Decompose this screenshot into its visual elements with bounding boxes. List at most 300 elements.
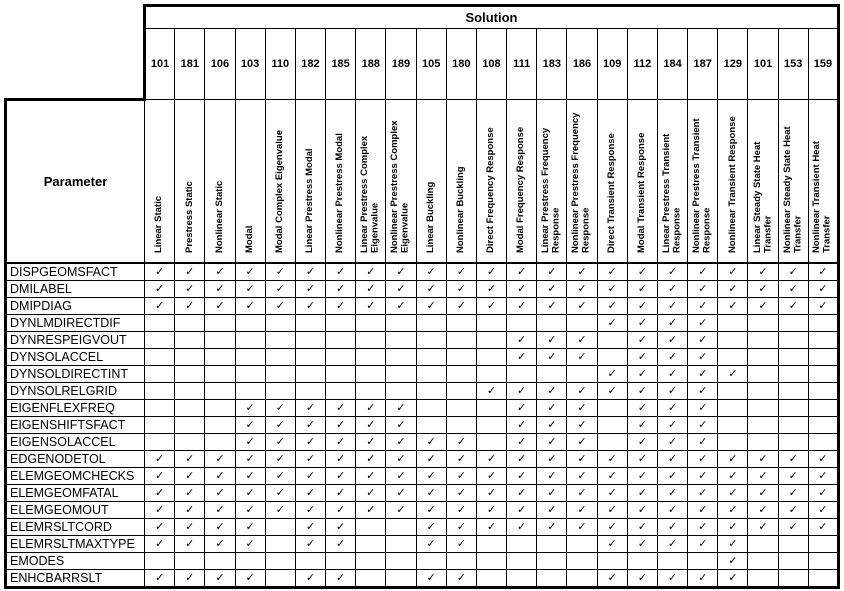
check-cell: ✓ bbox=[295, 502, 325, 519]
check-cell: ✓ bbox=[326, 468, 356, 485]
empty-cell bbox=[718, 400, 748, 417]
empty-cell bbox=[295, 332, 325, 349]
check-cell: ✓ bbox=[718, 553, 748, 570]
check-cell: ✓ bbox=[537, 468, 567, 485]
check-cell: ✓ bbox=[507, 298, 537, 315]
check-cell: ✓ bbox=[145, 468, 175, 485]
table-row bbox=[6, 400, 839, 417]
empty-cell bbox=[416, 417, 446, 434]
check-cell: ✓ bbox=[597, 536, 627, 553]
empty-cell bbox=[778, 366, 808, 383]
check-cell: ✓ bbox=[567, 519, 597, 536]
empty-cell bbox=[778, 570, 808, 588]
solution-number: 106 bbox=[205, 29, 235, 100]
table-row bbox=[6, 332, 839, 349]
empty-cell bbox=[295, 383, 325, 400]
check-cell: ✓ bbox=[386, 434, 416, 451]
empty-cell bbox=[145, 349, 175, 366]
check-cell: ✓ bbox=[808, 298, 838, 315]
check-cell: ✓ bbox=[205, 485, 235, 502]
check-cell: ✓ bbox=[446, 263, 476, 281]
empty-cell bbox=[688, 553, 718, 570]
table-row bbox=[6, 468, 839, 485]
check-cell: ✓ bbox=[718, 485, 748, 502]
empty-cell bbox=[778, 315, 808, 332]
solution-number: 109 bbox=[597, 29, 627, 100]
empty-cell bbox=[356, 332, 386, 349]
empty-cell bbox=[748, 536, 778, 553]
solution-name-label: Linear Steady State Heat Transfer bbox=[751, 141, 774, 253]
solution-number: 153 bbox=[778, 29, 808, 100]
empty-cell bbox=[356, 349, 386, 366]
check-cell: ✓ bbox=[265, 400, 295, 417]
check-cell: ✓ bbox=[808, 519, 838, 536]
empty-cell bbox=[778, 332, 808, 349]
solution-name-cell bbox=[235, 100, 265, 264]
check-cell: ✓ bbox=[537, 383, 567, 400]
empty-cell bbox=[326, 383, 356, 400]
solution-number: 110 bbox=[265, 29, 295, 100]
check-cell: ✓ bbox=[808, 263, 838, 281]
check-cell: ✓ bbox=[235, 451, 265, 468]
check-cell: ✓ bbox=[175, 485, 205, 502]
solution-number: 181 bbox=[175, 29, 205, 100]
check-cell: ✓ bbox=[175, 468, 205, 485]
solution-number: 188 bbox=[356, 29, 386, 100]
check-cell: ✓ bbox=[386, 417, 416, 434]
check-cell: ✓ bbox=[688, 263, 718, 281]
check-cell: ✓ bbox=[265, 417, 295, 434]
empty-cell bbox=[567, 553, 597, 570]
table-row bbox=[6, 434, 839, 451]
check-cell: ✓ bbox=[175, 570, 205, 588]
check-cell: ✓ bbox=[597, 366, 627, 383]
check-cell: ✓ bbox=[627, 570, 657, 588]
check-cell: ✓ bbox=[446, 485, 476, 502]
check-cell: ✓ bbox=[627, 366, 657, 383]
check-cell: ✓ bbox=[688, 570, 718, 588]
solution-name-cell bbox=[386, 100, 416, 264]
check-cell: ✓ bbox=[748, 281, 778, 298]
empty-cell bbox=[718, 349, 748, 366]
check-cell: ✓ bbox=[718, 502, 748, 519]
check-cell: ✓ bbox=[416, 570, 446, 588]
empty-cell bbox=[145, 417, 175, 434]
check-cell: ✓ bbox=[688, 349, 718, 366]
empty-cell bbox=[416, 315, 446, 332]
empty-cell bbox=[537, 536, 567, 553]
empty-cell bbox=[386, 349, 416, 366]
check-cell: ✓ bbox=[295, 570, 325, 588]
solution-name-label: Nonlinear Transient Heat Transfer bbox=[811, 141, 833, 253]
empty-cell bbox=[778, 553, 808, 570]
check-cell: ✓ bbox=[567, 298, 597, 315]
check-cell: ✓ bbox=[537, 485, 567, 502]
empty-cell bbox=[205, 383, 235, 400]
table-row bbox=[6, 281, 839, 298]
check-cell: ✓ bbox=[627, 485, 657, 502]
empty-cell bbox=[476, 570, 506, 588]
empty-cell bbox=[808, 570, 838, 588]
check-cell: ✓ bbox=[446, 298, 476, 315]
check-cell: ✓ bbox=[657, 400, 687, 417]
empty-cell bbox=[235, 332, 265, 349]
parameter-row-label: DYNLMDIRECTDIF bbox=[6, 315, 145, 332]
check-cell: ✓ bbox=[507, 468, 537, 485]
solution-number: 103 bbox=[235, 29, 265, 100]
empty-cell bbox=[175, 366, 205, 383]
parameter-row-label: EDGENODETOL bbox=[6, 451, 145, 468]
check-cell: ✓ bbox=[808, 468, 838, 485]
table-row bbox=[6, 383, 839, 400]
check-cell: ✓ bbox=[235, 570, 265, 588]
check-cell: ✓ bbox=[597, 281, 627, 298]
check-cell: ✓ bbox=[356, 502, 386, 519]
check-cell: ✓ bbox=[326, 451, 356, 468]
check-cell: ✓ bbox=[778, 468, 808, 485]
empty-cell bbox=[778, 400, 808, 417]
empty-cell bbox=[416, 332, 446, 349]
solution-name-label: Nonlinear Prestress Transient Response bbox=[691, 118, 713, 253]
empty-cell bbox=[175, 315, 205, 332]
empty-cell bbox=[627, 553, 657, 570]
empty-cell bbox=[748, 349, 778, 366]
empty-cell bbox=[718, 315, 748, 332]
check-cell: ✓ bbox=[265, 485, 295, 502]
empty-cell bbox=[145, 315, 175, 332]
parameter-row-label: ELEMRSLTMAXTYPE bbox=[6, 536, 145, 553]
check-cell: ✓ bbox=[175, 298, 205, 315]
empty-cell bbox=[295, 366, 325, 383]
solution-number: 105 bbox=[416, 29, 446, 100]
empty-cell bbox=[205, 366, 235, 383]
corner-blank bbox=[6, 6, 145, 29]
solution-number: 189 bbox=[386, 29, 416, 100]
empty-cell bbox=[205, 332, 235, 349]
check-cell: ✓ bbox=[718, 366, 748, 383]
solution-name-cell bbox=[808, 100, 838, 264]
check-cell: ✓ bbox=[476, 298, 506, 315]
empty-cell bbox=[778, 417, 808, 434]
check-cell: ✓ bbox=[657, 570, 687, 588]
empty-cell bbox=[386, 553, 416, 570]
check-cell: ✓ bbox=[537, 298, 567, 315]
check-cell: ✓ bbox=[386, 468, 416, 485]
solution-number-row bbox=[6, 29, 839, 100]
check-cell: ✓ bbox=[627, 298, 657, 315]
empty-cell bbox=[476, 315, 506, 332]
table-row bbox=[6, 502, 839, 519]
check-cell: ✓ bbox=[718, 570, 748, 588]
check-cell: ✓ bbox=[778, 281, 808, 298]
empty-cell bbox=[748, 383, 778, 400]
solution-name-cell bbox=[597, 100, 627, 264]
check-cell: ✓ bbox=[145, 570, 175, 588]
check-cell: ✓ bbox=[295, 519, 325, 536]
check-cell: ✓ bbox=[446, 536, 476, 553]
check-cell: ✓ bbox=[808, 485, 838, 502]
solution-name-cell bbox=[326, 100, 356, 264]
check-cell: ✓ bbox=[326, 263, 356, 281]
solution-name-cell bbox=[476, 100, 506, 264]
check-cell: ✓ bbox=[778, 451, 808, 468]
empty-cell bbox=[507, 536, 537, 553]
check-cell: ✓ bbox=[416, 451, 446, 468]
check-cell: ✓ bbox=[778, 263, 808, 281]
solution-name-cell bbox=[416, 100, 446, 264]
check-cell: ✓ bbox=[537, 349, 567, 366]
check-cell: ✓ bbox=[476, 502, 506, 519]
empty-cell bbox=[476, 400, 506, 417]
check-cell: ✓ bbox=[597, 263, 627, 281]
solution-number: 186 bbox=[567, 29, 597, 100]
empty-cell bbox=[356, 536, 386, 553]
solution-name-label: Nonlinear Steady State Heat Transfer bbox=[781, 126, 804, 253]
check-cell: ✓ bbox=[688, 332, 718, 349]
check-cell: ✓ bbox=[295, 400, 325, 417]
empty-cell bbox=[386, 332, 416, 349]
empty-cell bbox=[718, 417, 748, 434]
check-cell: ✓ bbox=[326, 400, 356, 417]
check-cell: ✓ bbox=[145, 451, 175, 468]
check-cell: ✓ bbox=[657, 502, 687, 519]
empty-cell bbox=[808, 383, 838, 400]
empty-cell bbox=[748, 315, 778, 332]
solution-name-cell bbox=[688, 100, 718, 264]
check-cell: ✓ bbox=[356, 263, 386, 281]
check-cell: ✓ bbox=[295, 298, 325, 315]
empty-cell bbox=[446, 366, 476, 383]
parameter-row-label: ENHCBARRSLT bbox=[6, 570, 145, 588]
solution-name-label: Linear Prestress Frequency Response bbox=[540, 127, 562, 253]
solution-name-label: Linear Buckling bbox=[424, 181, 436, 253]
check-cell: ✓ bbox=[627, 502, 657, 519]
check-cell: ✓ bbox=[657, 519, 687, 536]
check-cell: ✓ bbox=[627, 434, 657, 451]
empty-cell bbox=[446, 315, 476, 332]
check-cell: ✓ bbox=[295, 281, 325, 298]
check-cell: ✓ bbox=[446, 281, 476, 298]
check-cell: ✓ bbox=[175, 536, 205, 553]
check-cell: ✓ bbox=[386, 263, 416, 281]
check-cell: ✓ bbox=[657, 468, 687, 485]
check-cell: ✓ bbox=[145, 281, 175, 298]
check-cell: ✓ bbox=[688, 485, 718, 502]
solution-name-cell bbox=[175, 100, 205, 264]
empty-cell bbox=[175, 417, 205, 434]
check-cell: ✓ bbox=[205, 536, 235, 553]
check-cell: ✓ bbox=[386, 485, 416, 502]
solution-name-cell bbox=[446, 100, 476, 264]
check-cell: ✓ bbox=[597, 315, 627, 332]
check-cell: ✓ bbox=[507, 434, 537, 451]
check-cell: ✓ bbox=[778, 485, 808, 502]
check-cell: ✓ bbox=[597, 383, 627, 400]
check-cell: ✓ bbox=[326, 536, 356, 553]
check-cell: ✓ bbox=[627, 349, 657, 366]
check-cell: ✓ bbox=[235, 434, 265, 451]
empty-cell bbox=[537, 366, 567, 383]
empty-cell bbox=[356, 519, 386, 536]
check-cell: ✓ bbox=[145, 519, 175, 536]
empty-cell bbox=[718, 434, 748, 451]
solution-name-cell bbox=[748, 100, 778, 264]
check-cell: ✓ bbox=[326, 298, 356, 315]
check-cell: ✓ bbox=[175, 451, 205, 468]
check-cell: ✓ bbox=[537, 451, 567, 468]
check-cell: ✓ bbox=[265, 451, 295, 468]
check-cell: ✓ bbox=[416, 536, 446, 553]
empty-cell bbox=[356, 570, 386, 588]
empty-cell bbox=[476, 366, 506, 383]
solution-name-label: Prestress Static bbox=[183, 181, 195, 253]
check-cell: ✓ bbox=[808, 502, 838, 519]
check-cell: ✓ bbox=[567, 400, 597, 417]
empty-cell bbox=[567, 366, 597, 383]
check-cell: ✓ bbox=[386, 502, 416, 519]
check-cell: ✓ bbox=[597, 298, 627, 315]
empty-cell bbox=[145, 400, 175, 417]
empty-cell bbox=[537, 570, 567, 588]
check-cell: ✓ bbox=[627, 519, 657, 536]
check-cell: ✓ bbox=[597, 519, 627, 536]
check-cell: ✓ bbox=[145, 485, 175, 502]
check-cell: ✓ bbox=[657, 434, 687, 451]
check-cell: ✓ bbox=[567, 417, 597, 434]
empty-cell bbox=[175, 434, 205, 451]
empty-cell bbox=[476, 536, 506, 553]
check-cell: ✓ bbox=[235, 502, 265, 519]
empty-cell bbox=[265, 383, 295, 400]
check-cell: ✓ bbox=[235, 400, 265, 417]
empty-cell bbox=[265, 519, 295, 536]
check-cell: ✓ bbox=[476, 468, 506, 485]
empty-cell bbox=[326, 349, 356, 366]
empty-cell bbox=[235, 349, 265, 366]
check-cell: ✓ bbox=[205, 570, 235, 588]
check-cell: ✓ bbox=[778, 519, 808, 536]
table-row bbox=[6, 553, 839, 570]
check-cell: ✓ bbox=[748, 451, 778, 468]
check-cell: ✓ bbox=[205, 502, 235, 519]
check-cell: ✓ bbox=[688, 400, 718, 417]
check-cell: ✓ bbox=[688, 519, 718, 536]
solution-number: 111 bbox=[507, 29, 537, 100]
check-cell: ✓ bbox=[446, 468, 476, 485]
parameter-row-label: DMIPDIAG bbox=[6, 298, 145, 315]
check-cell: ✓ bbox=[688, 366, 718, 383]
parameter-row-label: DYNSOLRELGRID bbox=[6, 383, 145, 400]
empty-cell bbox=[748, 553, 778, 570]
empty-cell bbox=[386, 570, 416, 588]
table-row bbox=[6, 485, 839, 502]
check-cell: ✓ bbox=[567, 502, 597, 519]
check-cell: ✓ bbox=[145, 263, 175, 281]
empty-cell bbox=[326, 553, 356, 570]
check-cell: ✓ bbox=[688, 417, 718, 434]
empty-cell bbox=[507, 570, 537, 588]
empty-cell bbox=[748, 570, 778, 588]
parameter-row-label: ELEMRSLTCORD bbox=[6, 519, 145, 536]
solution-number: 159 bbox=[808, 29, 838, 100]
check-cell: ✓ bbox=[386, 281, 416, 298]
check-cell: ✓ bbox=[778, 502, 808, 519]
empty-cell bbox=[235, 553, 265, 570]
solution-name-cell bbox=[507, 100, 537, 264]
check-cell: ✓ bbox=[507, 263, 537, 281]
solution-name-cell bbox=[657, 100, 687, 264]
solution-name-cell bbox=[145, 100, 175, 264]
check-cell: ✓ bbox=[295, 485, 325, 502]
empty-cell bbox=[265, 332, 295, 349]
check-cell: ✓ bbox=[537, 502, 567, 519]
check-cell: ✓ bbox=[688, 315, 718, 332]
table-row bbox=[6, 366, 839, 383]
check-cell: ✓ bbox=[326, 502, 356, 519]
check-cell: ✓ bbox=[597, 468, 627, 485]
check-cell: ✓ bbox=[326, 485, 356, 502]
check-cell: ✓ bbox=[657, 485, 687, 502]
empty-cell bbox=[175, 383, 205, 400]
check-cell: ✓ bbox=[688, 502, 718, 519]
empty-cell bbox=[205, 315, 235, 332]
check-cell: ✓ bbox=[507, 502, 537, 519]
empty-cell bbox=[145, 553, 175, 570]
check-cell: ✓ bbox=[567, 281, 597, 298]
check-cell: ✓ bbox=[688, 383, 718, 400]
check-cell: ✓ bbox=[507, 417, 537, 434]
solution-number: 112 bbox=[627, 29, 657, 100]
solution-name-label: Nonlinear Prestress Complex Eigenvalue bbox=[389, 120, 411, 253]
table-row bbox=[6, 536, 839, 553]
solution-header-row bbox=[6, 6, 839, 29]
check-cell: ✓ bbox=[356, 468, 386, 485]
check-cell: ✓ bbox=[356, 400, 386, 417]
check-cell: ✓ bbox=[356, 485, 386, 502]
check-cell: ✓ bbox=[145, 502, 175, 519]
empty-cell bbox=[748, 400, 778, 417]
check-cell: ✓ bbox=[808, 281, 838, 298]
check-cell: ✓ bbox=[476, 451, 506, 468]
check-cell: ✓ bbox=[265, 298, 295, 315]
check-cell: ✓ bbox=[537, 519, 567, 536]
empty-cell bbox=[748, 366, 778, 383]
check-cell: ✓ bbox=[657, 263, 687, 281]
empty-cell bbox=[386, 383, 416, 400]
check-cell: ✓ bbox=[507, 485, 537, 502]
check-cell: ✓ bbox=[627, 315, 657, 332]
check-cell: ✓ bbox=[416, 485, 446, 502]
check-cell: ✓ bbox=[235, 519, 265, 536]
table-row bbox=[6, 451, 839, 468]
check-cell: ✓ bbox=[567, 263, 597, 281]
empty-cell bbox=[808, 349, 838, 366]
check-cell: ✓ bbox=[235, 485, 265, 502]
check-cell: ✓ bbox=[295, 536, 325, 553]
empty-cell bbox=[326, 332, 356, 349]
check-cell: ✓ bbox=[688, 281, 718, 298]
empty-cell bbox=[507, 315, 537, 332]
check-cell: ✓ bbox=[718, 263, 748, 281]
solution-number: 101 bbox=[748, 29, 778, 100]
empty-cell bbox=[778, 536, 808, 553]
check-cell: ✓ bbox=[657, 383, 687, 400]
empty-cell bbox=[657, 553, 687, 570]
check-cell: ✓ bbox=[235, 281, 265, 298]
check-cell: ✓ bbox=[627, 400, 657, 417]
empty-cell bbox=[386, 536, 416, 553]
solution-name-label: Modal Complex Eigenvalue bbox=[274, 130, 286, 253]
